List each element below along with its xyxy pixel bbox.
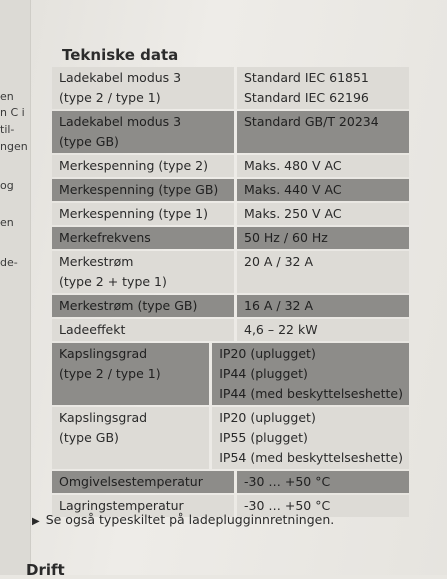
spec-label: Merkestrøm xyxy=(59,254,134,269)
spec-value: IP54 (med beskyttelseshette) xyxy=(219,450,403,465)
spec-label: Merkespenning (type GB) xyxy=(59,182,219,197)
spec-label: Omgivelsestemperatur xyxy=(59,474,203,489)
spec-value: IP20 (uplugget) xyxy=(219,410,316,425)
spec-row xyxy=(52,251,409,293)
spec-value: -30 … +50 °C xyxy=(244,498,331,513)
spec-label-cell xyxy=(52,67,234,109)
spec-label: Merkestrøm (type GB) xyxy=(59,298,198,313)
spec-value: IP44 (plugget) xyxy=(219,366,308,381)
spec-value: Maks. 440 V AC xyxy=(244,182,342,197)
spec-label: (type 2 / type 1) xyxy=(59,366,161,381)
spec-label-cell xyxy=(52,179,234,201)
spec-value: IP20 (uplugget) xyxy=(219,346,316,361)
fragment: de- xyxy=(0,256,18,269)
next-section-heading: Drift xyxy=(26,561,65,579)
spec-value-cell xyxy=(212,343,409,405)
spec-label: (type GB) xyxy=(59,134,119,149)
spec-label: Ladekabel modus 3 xyxy=(59,70,182,85)
spec-value: Standard IEC 62196 xyxy=(244,90,369,105)
spec-label-cell xyxy=(52,343,209,405)
spec-label: Ladekabel modus 3 xyxy=(59,114,182,129)
spec-row xyxy=(52,67,409,109)
spec-label-cell xyxy=(52,155,234,177)
fragment: og xyxy=(0,179,14,192)
spec-value-cell xyxy=(237,179,409,201)
fragment: til- xyxy=(0,123,15,136)
spec-value-cell xyxy=(237,111,409,153)
spec-label: (type 2 + type 1) xyxy=(59,274,167,289)
spec-value-cell xyxy=(237,295,409,317)
spec-value: IP55 (plugget) xyxy=(219,430,308,445)
fragment: ngen xyxy=(0,140,28,153)
spec-row xyxy=(52,343,409,405)
spec-value-cell xyxy=(237,227,409,249)
fragment: en xyxy=(0,90,14,103)
previous-page-edge xyxy=(0,0,31,575)
section-title: Tekniske data xyxy=(62,46,179,64)
spec-value: Standard IEC 61851 xyxy=(244,70,369,85)
spec-value: Standard GB/T 20234 xyxy=(244,114,379,129)
spec-label: Kapslingsgrad xyxy=(59,346,148,361)
note-line xyxy=(32,512,334,527)
spec-row xyxy=(52,471,409,493)
spec-row xyxy=(52,407,409,469)
spec-label: Ladeeffekt xyxy=(59,322,126,337)
spec-value: 16 A / 32 A xyxy=(244,298,314,313)
spec-label-cell xyxy=(52,295,234,317)
spec-value: 50 Hz / 60 Hz xyxy=(244,230,328,245)
spec-value: -30 … +50 °C xyxy=(244,474,331,489)
spec-label-cell xyxy=(52,111,234,153)
spec-label-cell xyxy=(52,227,234,249)
spec-label-cell xyxy=(52,203,234,225)
spec-value-cell xyxy=(237,67,409,109)
spec-row xyxy=(52,203,409,225)
spec-row xyxy=(52,111,409,153)
spec-value-cell xyxy=(212,407,409,469)
spec-value-cell xyxy=(237,471,409,493)
spec-value-cell xyxy=(237,203,409,225)
spec-value: 4,6 – 22 kW xyxy=(244,322,318,337)
note-text: Se også typeskiltet på ladeplugginnretningen. xyxy=(45,512,335,527)
spec-value: 20 A / 32 A xyxy=(244,254,314,269)
spec-label-cell xyxy=(52,471,234,493)
spec-label-cell xyxy=(52,319,234,341)
spec-row xyxy=(52,295,409,317)
spec-row xyxy=(52,227,409,249)
spec-row xyxy=(52,179,409,201)
spec-label: Merkespenning (type 2) xyxy=(59,158,208,173)
tech-spec-table xyxy=(52,67,409,519)
spec-label-cell xyxy=(52,251,234,293)
spec-label: Merkefrekvens xyxy=(59,230,151,245)
spec-row xyxy=(52,319,409,341)
spec-label: Merkespenning (type 1) xyxy=(59,206,208,221)
spec-row xyxy=(52,155,409,177)
fragment: en xyxy=(0,216,14,229)
spec-label: (type 2 / type 1) xyxy=(59,90,161,105)
triangle-bullet-icon: ▶ xyxy=(32,516,40,527)
spec-label: (type GB) xyxy=(59,430,119,445)
spec-value: Maks. 250 V AC xyxy=(244,206,342,221)
spec-label: Lagringstemperatur xyxy=(59,498,184,513)
fragment: n C i xyxy=(0,106,25,119)
spec-value-cell xyxy=(237,319,409,341)
spec-value-cell xyxy=(237,251,409,293)
spec-value: IP44 (med beskyttelseshette) xyxy=(219,386,403,401)
spec-label-cell xyxy=(52,407,209,469)
spec-value-cell xyxy=(237,155,409,177)
spec-value: Maks. 480 V AC xyxy=(244,158,342,173)
spec-label: Kapslingsgrad xyxy=(59,410,148,425)
